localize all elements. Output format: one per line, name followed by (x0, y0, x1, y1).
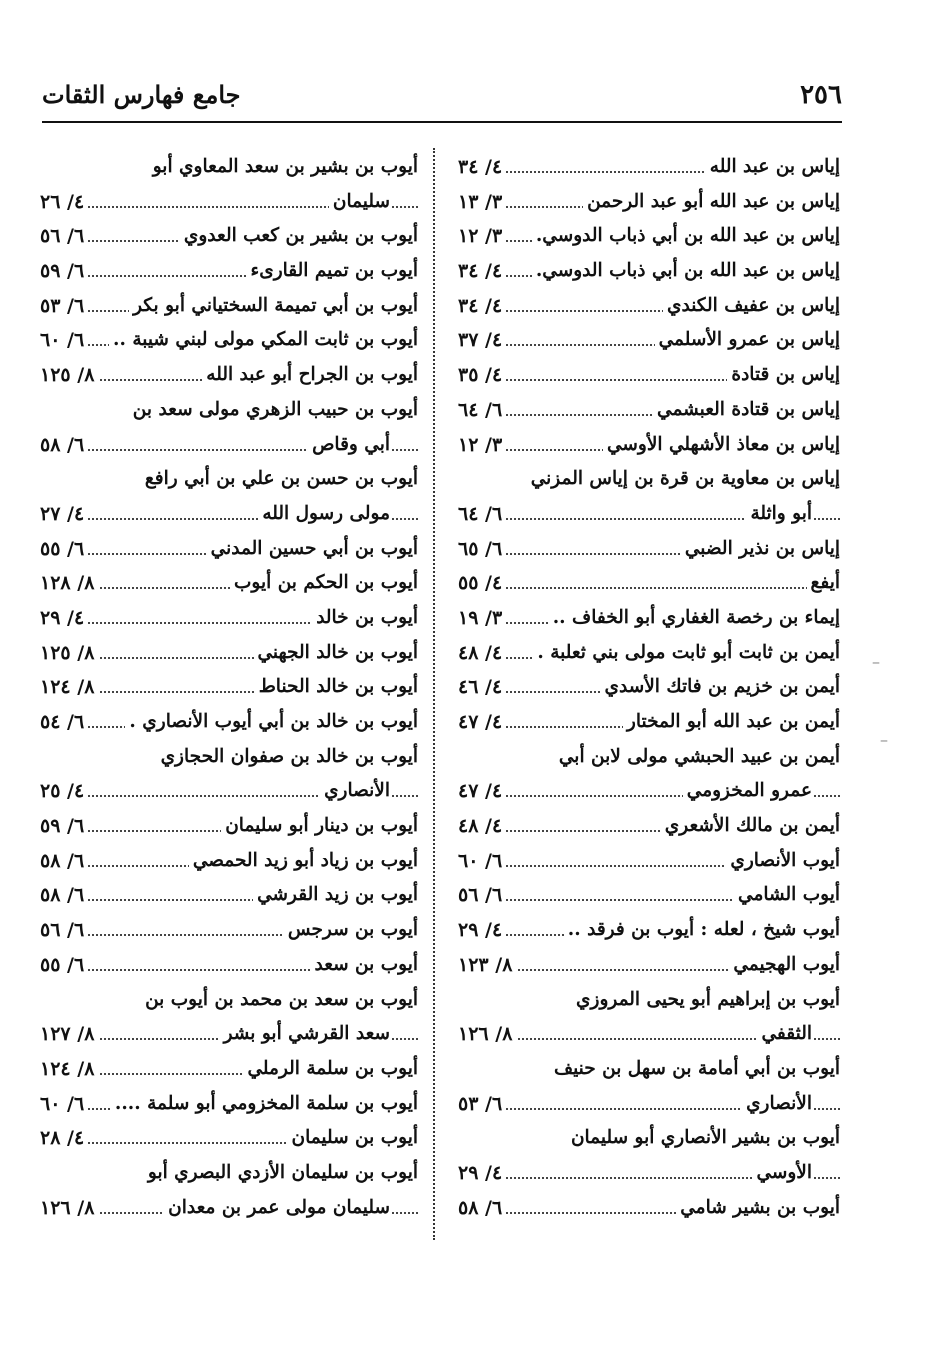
entry-reference: ٤/ ٤٧ (458, 705, 506, 740)
entry-reference: ٦/ ٥٦ (458, 878, 506, 913)
entry-name: إياس بن قتادة (727, 358, 840, 393)
entry-name: أيوب بن سعد بن محمد بن أيوب بن (141, 983, 418, 1018)
index-entry (458, 358, 840, 393)
entry-name: أيوب بن سليمان (287, 1121, 418, 1156)
entry-reference: ٨/ ١٢٥ (40, 636, 98, 671)
index-entry (40, 1017, 418, 1052)
index-entry (458, 1191, 840, 1226)
entry-name: عمرو المخزومي (683, 774, 812, 809)
entry-reference: ٦/ ٥٨ (458, 1191, 506, 1226)
index-entry (458, 636, 840, 671)
index-entry (458, 705, 840, 740)
entry-reference: ٤/ ٤٨ (458, 636, 506, 671)
entry-reference: ٣/ ١٣ (458, 185, 506, 220)
entry-reference: ٤/ ٣٤ (458, 289, 506, 324)
entry-name: أيوب بن سعد (310, 948, 418, 983)
entry-name: الأنصاري (320, 774, 390, 809)
index-entry (40, 636, 418, 671)
entry-reference: ٦/ ٥٩ (40, 809, 88, 844)
entry-name: أيوب بن سرجس (284, 913, 418, 948)
entry-reference: ٦/ ٥٨ (40, 844, 88, 879)
entry-name: أبو واثلة (746, 497, 812, 532)
entry-name: أيوب بن أبي حسين المدني (207, 532, 418, 567)
index-entry (40, 1121, 418, 1156)
index-entry (40, 358, 418, 393)
entry-reference: ٦/ ٦٥ (458, 532, 506, 567)
entry-name: أيفع (807, 566, 841, 601)
entry-name: أيوب بن زياد أبو زيد الحمصي (189, 844, 418, 879)
entry-reference: ٨/ ١٢٦ (40, 1191, 98, 1226)
index-entry (458, 462, 840, 497)
entry-name: أيمن بن خزيم بن فاتك الأسدي (601, 670, 840, 705)
entry-reference: ٤/ ٢٦ (40, 185, 88, 220)
margin-mark: – (872, 652, 880, 671)
index-entry (40, 428, 418, 463)
entry-name: أيوب بن حسن بن علي بن أبي رافع (141, 462, 418, 497)
entry-name: أيوب بن أبي أمامة بن سهل بن حنيف (550, 1052, 840, 1087)
index-entry (40, 844, 418, 879)
entry-reference: ٦/ ٥٤ (40, 705, 88, 740)
index-entry (458, 1087, 840, 1122)
entry-reference: ٦/ ٥٣ (458, 1087, 506, 1122)
index-entry (458, 740, 840, 775)
entry-name: أيوب بن تميم القارىء (247, 254, 418, 289)
index-entry (458, 601, 840, 636)
entry-reference: ٨/ ١٢٣ (458, 948, 516, 983)
index-entry (458, 844, 840, 879)
entry-name: أيوب بن خالد (312, 601, 418, 636)
entry-name: أيوب الأنصاري (726, 844, 840, 879)
entry-reference: ٤/ ٥٥ (458, 566, 506, 601)
index-entry (40, 1156, 418, 1191)
index-entry (40, 1191, 418, 1226)
entry-name: أيمن بن عبيد الحبشي مولى لابن أبي (555, 740, 840, 775)
entry-reference: ٤/ ٢٩ (40, 601, 88, 636)
entry-name: إياس بن عبد الله أبو عبد الرحمن (583, 185, 840, 220)
entry-name: أيوب بن الجراح أبو عبد الله (202, 358, 418, 393)
index-entry (40, 705, 418, 740)
entry-name: الأنصاري (742, 1087, 812, 1122)
entry-name: إياس بن عمرو الأسلمي (655, 323, 840, 358)
index-entry (40, 670, 418, 705)
entry-name: إياس بن عبد الله بن أبي ذباب الدوسي. (532, 219, 840, 254)
entry-reference: ٣/ ١٩ (458, 601, 506, 636)
entry-name: أيوب بن خالد بن صفوان الحجازي (157, 740, 418, 775)
entry-reference: ٤/ ٢٥ (40, 774, 88, 809)
entry-name: أيوب بن بشير بن سعد المعاوي أبو (149, 150, 418, 185)
index-entry (458, 1052, 840, 1087)
entry-reference: ٦/ ٥٥ (40, 532, 88, 567)
margin-mark: – (880, 730, 888, 749)
entry-name: إياس بن معاوية بن قرة بن إياس المزني (527, 462, 840, 497)
index-entry (40, 1087, 418, 1122)
index-entry (458, 1017, 840, 1052)
entry-name: إياس بن نذير الضبي (681, 532, 840, 567)
entry-reference: ٦/ ٥٨ (40, 428, 88, 463)
index-column-left (40, 150, 418, 1225)
index-entry (40, 393, 418, 428)
entry-reference: ٦/ ٦٤ (458, 393, 506, 428)
entry-name: أيوب بن سلمة الرملي (244, 1052, 419, 1087)
entry-name: سليمان مولى عمر بن معدان (164, 1191, 390, 1226)
book-title: جامع فهارس الثقات (42, 80, 241, 109)
index-entry (458, 1156, 840, 1191)
entry-reference: ٨/ ١٢٤ (40, 670, 98, 705)
entry-name: أيوب بن بشير الأنصاري أبو سليمان (567, 1121, 840, 1156)
entry-name: أيوب بن إبراهيم أبو يحيى المروزي (572, 983, 840, 1018)
entry-reference: ٤/ ٤٧ (458, 774, 506, 809)
index-entry (40, 774, 418, 809)
index-entry (458, 393, 840, 428)
entry-name: الأوسي (752, 1156, 812, 1191)
index-entry (458, 185, 840, 220)
entry-reference: ٦/ ٦٤ (458, 497, 506, 532)
entry-reference: ٤/ ٤٦ (458, 670, 506, 705)
entry-name: أيمن بن مالك الأشعري (661, 809, 840, 844)
entry-reference: ٦/ ٥٦ (40, 913, 88, 948)
entry-name: أيوب الهجيمي (729, 948, 840, 983)
index-entry (40, 809, 418, 844)
index-entry (458, 809, 840, 844)
entry-reference: ٤/ ٣٧ (458, 323, 506, 358)
entry-reference: ٨/ ١٢٥ (40, 358, 98, 393)
index-entry (458, 948, 840, 983)
index-entry (40, 289, 418, 324)
index-entry (458, 670, 840, 705)
entry-name: إياس بن عفيف الكندي (663, 289, 840, 324)
entry-reference: ٤/ ٤٨ (458, 809, 506, 844)
index-entry (458, 150, 840, 185)
entry-name: سعد القرشي أبو بشر (220, 1017, 390, 1052)
entry-reference: ٤/ ٣٥ (458, 358, 506, 393)
index-entry (40, 983, 418, 1018)
column-divider (433, 148, 435, 1240)
entry-name: إياس بن قتادة العبشمي (653, 393, 840, 428)
entry-name: أيوب بن بشير شامي (676, 1191, 840, 1226)
entry-name: أيوب بن بشير بن كعب العدوي (180, 219, 418, 254)
entry-name: إيماء بن رخصة الغفاري أبو الخفاف .. (549, 601, 840, 636)
entry-reference: ٦/ ٥٨ (40, 878, 88, 913)
entry-name: أيوب بن خالد الجهني (254, 636, 418, 671)
entry-name: أيوب بن سلمة المخزومي أبو سلمة .... (111, 1087, 418, 1122)
entry-reference: ٤/ ٢٩ (458, 1156, 506, 1191)
header-rule (42, 121, 842, 123)
index-entry (40, 1052, 418, 1087)
index-entry (40, 878, 418, 913)
entry-name: سليمان (329, 185, 390, 220)
entry-name: الثقفي (758, 1017, 813, 1052)
entry-name: إياس بن معاذ الأشهلي الأوسي (603, 428, 840, 463)
index-entry (458, 219, 840, 254)
index-entry (458, 323, 840, 358)
index-entry (458, 878, 840, 913)
entry-name: أيوب بن سليمان الأزدي البصري أبو (144, 1156, 418, 1191)
entry-reference: ٤/ ٢٩ (458, 913, 506, 948)
index-entry (458, 254, 840, 289)
entry-name: أيمن بن عبد الله أبو المختار (623, 705, 840, 740)
entry-reference: ٤/ ٢٧ (40, 497, 88, 532)
entry-reference: ٨/ ١٢٧ (40, 1017, 98, 1052)
index-entry (458, 983, 840, 1018)
index-entry (40, 497, 418, 532)
index-entry (458, 913, 840, 948)
page-number: ٢٥٦ (800, 80, 842, 110)
entry-name: أيوب بن خالد الحناط (255, 670, 418, 705)
entry-name: أيمن بن ثابت أبو ثابت مولى بني ثعلبة . (533, 636, 840, 671)
entry-name: أيوب بن أبي تميمة السختياني أبو بكر (129, 289, 418, 324)
index-entry (40, 219, 418, 254)
entry-name: أيوب شيخ ، لعله : أيوب بن فرقد .. (564, 913, 840, 948)
index-entry (40, 150, 418, 185)
entry-reference: ٨/ ١٢٦ (458, 1017, 516, 1052)
entry-reference: ٤/ ٣٤ (458, 150, 506, 185)
index-entry (40, 601, 418, 636)
index-entry (40, 566, 418, 601)
entry-reference: ٦/ ٥٩ (40, 254, 88, 289)
index-entry (458, 566, 840, 601)
entry-name: أيوب الشامي (734, 878, 840, 913)
entry-reference: ٦/ ٦٠ (40, 323, 88, 358)
index-entry (40, 913, 418, 948)
index-entry (458, 774, 840, 809)
entry-reference: ٣/ ١٢ (458, 428, 506, 463)
index-entry (40, 185, 418, 220)
entry-reference: ٣/ ١٢ (458, 219, 506, 254)
index-entry (40, 462, 418, 497)
entry-name: مولى رسول الله (258, 497, 390, 532)
entry-reference: ٤/ ٣٤ (458, 254, 506, 289)
dot-leader (458, 587, 840, 589)
entry-reference: ٨/ ١٢٤ (40, 1052, 98, 1087)
entry-reference: ٦/ ٦٠ (458, 844, 506, 879)
index-column-right (458, 150, 840, 1225)
page-header (42, 80, 842, 118)
entry-name: أيوب بن دينار أبو سليمان (221, 809, 418, 844)
entry-name: أيوب بن الحكم بن أيوب (230, 566, 418, 601)
index-entry (458, 497, 840, 532)
entry-name: أيوب بن حبيب الزهري مولى سعد بن (129, 393, 418, 428)
index-entry (458, 1121, 840, 1156)
entry-reference: ٤/ ٢٨ (40, 1121, 88, 1156)
entry-name: إياس بن عبد الله بن أبي ذباب الدوسي. (532, 254, 840, 289)
index-entry (40, 948, 418, 983)
entry-name: أيوب بن زيد القرشي (253, 878, 418, 913)
index-entry (458, 289, 840, 324)
index-entry (40, 532, 418, 567)
entry-reference: ٦/ ٥٦ (40, 219, 88, 254)
index-entry (458, 532, 840, 567)
entry-reference: ٨/ ١٢٨ (40, 566, 98, 601)
entry-name: أيوب بن خالد بن أبي أيوب الأنصاري . (125, 705, 418, 740)
index-entry (40, 254, 418, 289)
index-entry (40, 740, 418, 775)
entry-reference: ٦/ ٥٥ (40, 948, 88, 983)
index-entry (40, 323, 418, 358)
entry-name: أبي وقاص (308, 428, 390, 463)
entry-reference: ٦/ ٦٠ (40, 1087, 88, 1122)
entry-name: إياس بن عبد الله (706, 150, 840, 185)
entry-reference: ٦/ ٥٣ (40, 289, 88, 324)
entry-name: أيوب بن ثابت المكي مولى لبني شيبة .. (109, 323, 418, 358)
index-entry (458, 428, 840, 463)
